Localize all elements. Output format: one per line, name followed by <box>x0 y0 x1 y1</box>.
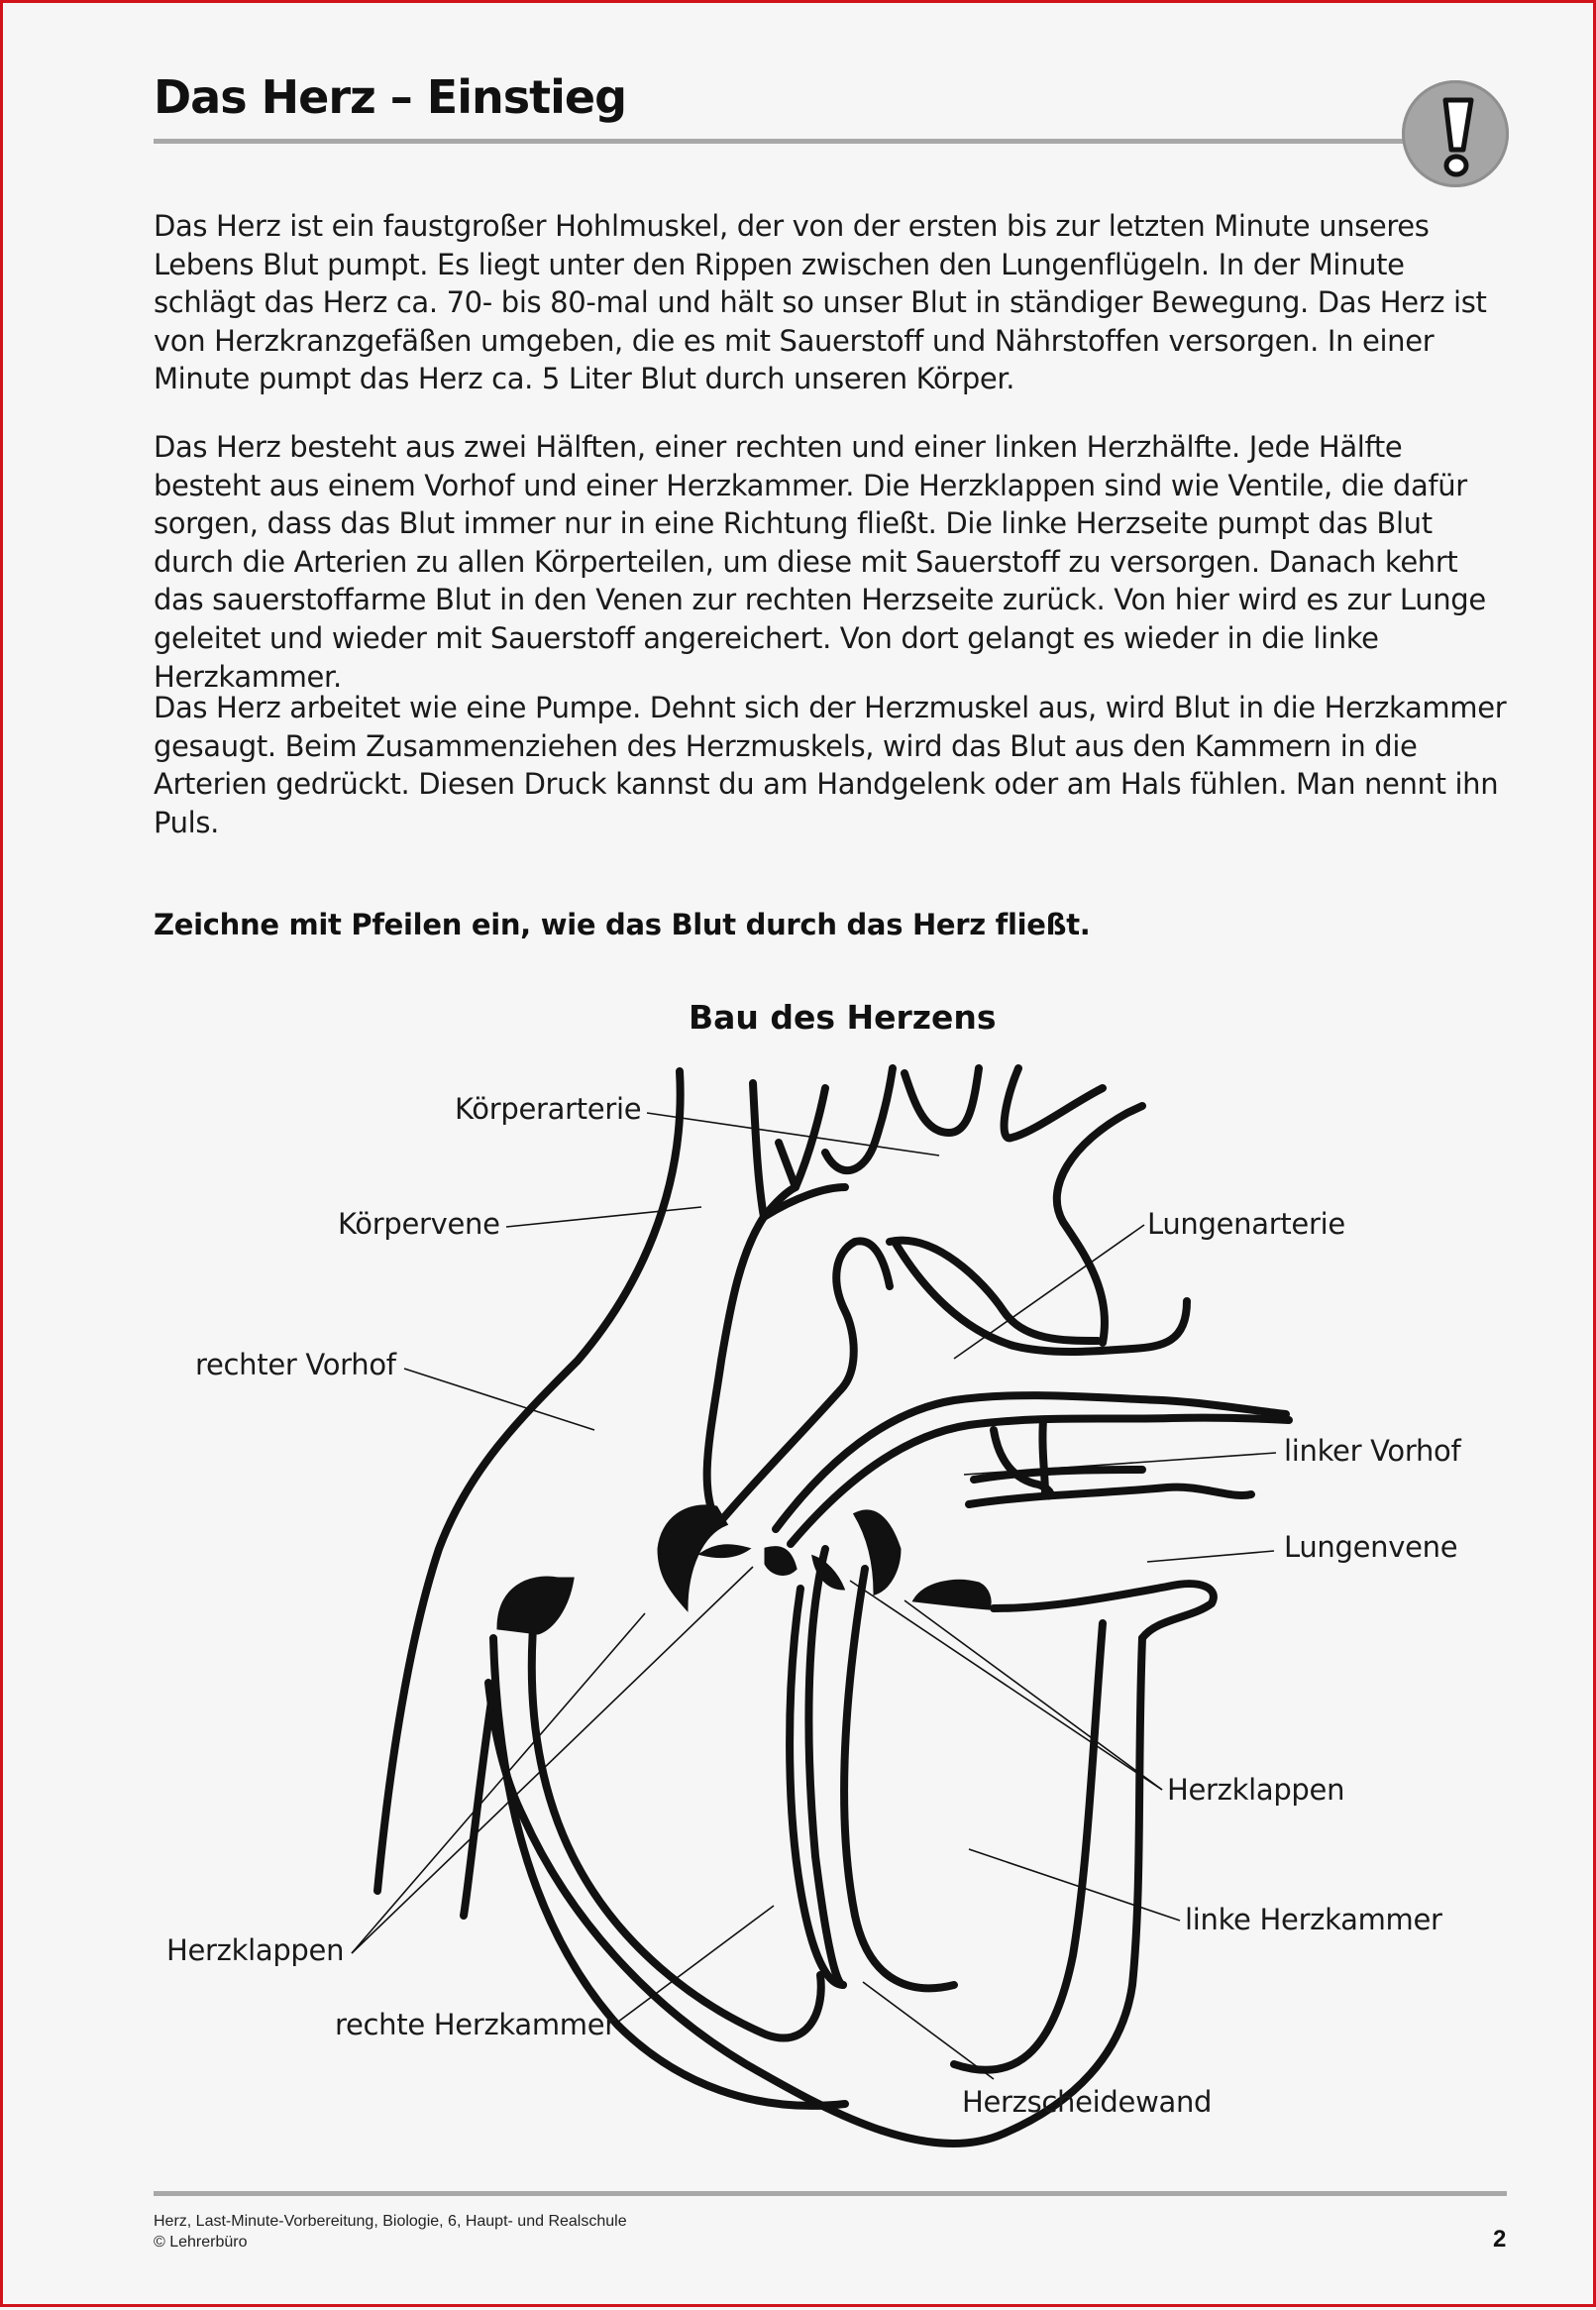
paragraph-intro: Das Herz ist ein faustgroßer Hohlmuskel, der von der ersten bis zur letzten Minute unseres Lebens Blut pumpt. Es liegt unter den Rippen zwischen den Lungenflügeln. In der Minute schlägt das Herz ca. 70- bis 80-mal und hält so unser Blut in ständiger Bewegung. Das Herz ist von Herzkranzgefäßen umgeben, die es mit Sauerstoff und Nährstoffen versorgen. In einer Minute pumpt das Herz ca. 5 Liter Blut durch unseren Körper. <box>154 209 1487 396</box>
label-koerpervene: Körpervene <box>338 1207 500 1241</box>
label-koerperarterie: Körperarterie <box>455 1092 642 1126</box>
page-number: 2 <box>1493 2226 1507 2253</box>
label-herzklappen-right: Herzklappen <box>1167 1773 1345 1807</box>
label-linker-vorhof: linker Vorhof <box>1284 1434 1461 1468</box>
label-linke-herzkammer: linke Herzkammer <box>1185 1903 1442 1936</box>
footer-divider <box>154 2191 1507 2196</box>
label-herzklappen-left: Herzklappen <box>166 1933 345 1967</box>
diagram-title: Bau des Herzens <box>689 998 997 1037</box>
footer-line-2: © Lehrerbüro <box>154 2234 248 2251</box>
footer-source <box>154 2211 627 2253</box>
paragraph-structure: Das Herz besteht aus zwei Hälften, einer rechten und einer linken Herzhälfte. Jede Hälfte besteht aus einem Vorhof und einer Herzkammer. Die Herzklappen sind wie Ventile, die dafür sorgen, dass das Blut immer nur in eine Richtung fließt. Die linke Herzseite pumpt das Blut durch die Arterien zu allen Körperteilen, um diese mit Sauerstoff zu versorgen. Danach kehrt das sauerstoffarme Blut in den Venen zur rechten Herzseite zurück. Von hier wird es zur Lunge geleitet und wieder mit Sauerstoff angereichert. Von dort gelangt es wieder in die linke Herzkammer. <box>154 430 1486 694</box>
label-rechte-herzkammer: rechte Herzkammer <box>335 2008 616 2041</box>
label-lungenvene: Lungenvene <box>1284 1530 1458 1564</box>
label-rechter-vorhof: rechter Vorhof <box>195 1348 396 1381</box>
paragraph-pump: Das Herz arbeitet wie eine Pumpe. Dehnt sich der Herzmuskel aus, wird Blut in die Herzkammer gesaugt. Beim Zusammenziehen des Herzmuskels, wird das Blut aus den Kammern in die Arterien gedrückt. Diesen Druck kannst du am Handgelenk oder am Hals fühlen. Man nennt ihn Puls. <box>154 691 1507 839</box>
footer-line-1: Herz, Last-Minute-Vorbereitung, Biologie, 6, Haupt- und Realschule <box>154 2213 627 2230</box>
label-lungenarterie: Lungenarterie <box>1147 1207 1345 1241</box>
page-title: Das Herz – Einstieg <box>154 70 627 124</box>
task-instruction: Zeichne mit Pfeilen ein, wie das Blut durch das Herz fließt. <box>154 908 1091 941</box>
label-herzscheidewand: Herzscheidewand <box>962 2085 1213 2119</box>
